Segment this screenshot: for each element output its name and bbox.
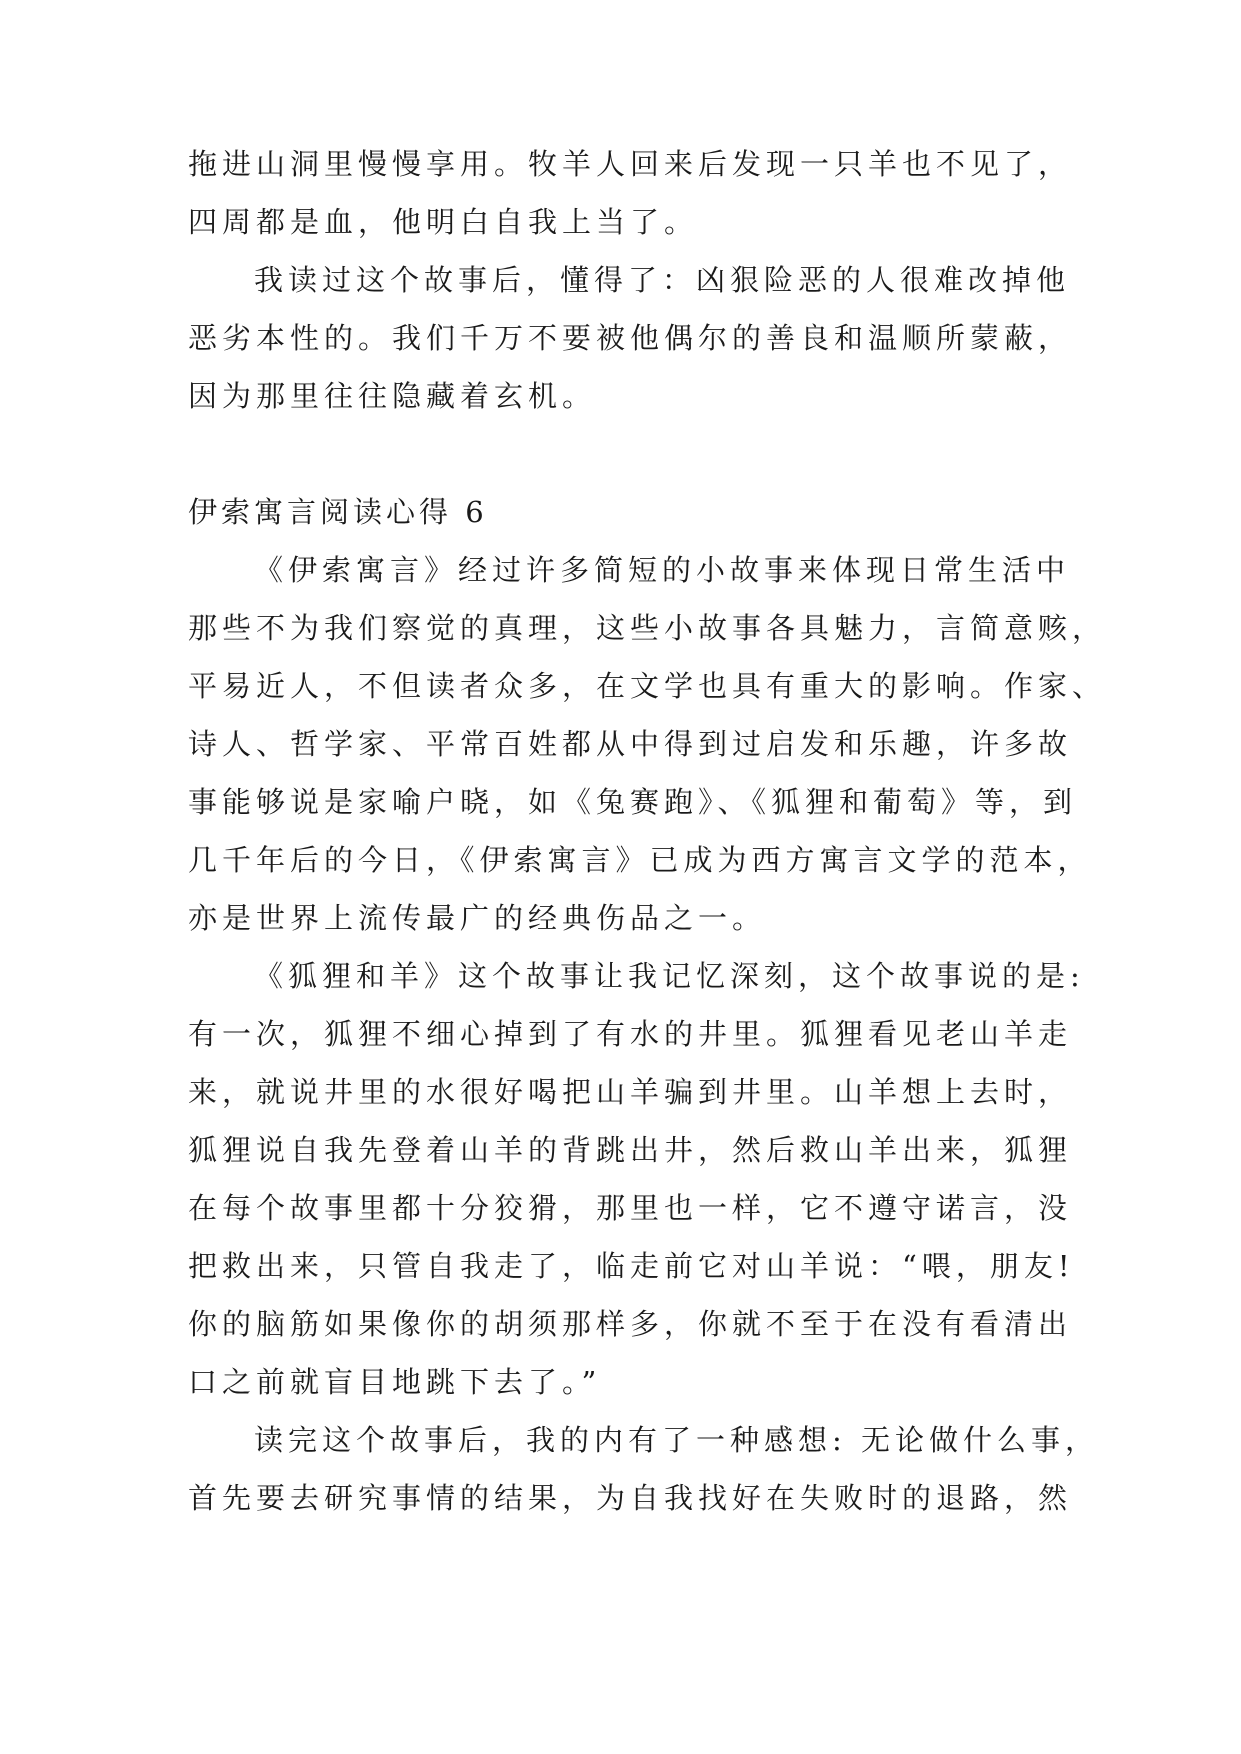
text-line: 口之前就盲目地跳下去了。” (188, 1365, 602, 1399)
text-line: 平易近人，不但读者众多，在文学也具有重大的影响。作家、 (188, 669, 1107, 703)
document-body (188, 135, 1107, 1527)
text-line: 读完这个故事后，我的内有了一种感想: 无论做什么事， (254, 1423, 1099, 1457)
text-line: 《狐狸和羊》这个故事让我记忆深刻，这个故事说的是: (254, 959, 1085, 993)
text-line: 那些不为我们察觉的真理，这些小故事各具魅力，言简意赅， (188, 611, 1107, 645)
text-line: 四周都是血，他明白自我上当了。 (188, 205, 699, 239)
paragraph-4 (188, 947, 1085, 1411)
text-line: 亦是世界上流传最广的经典伤品之一。 (188, 901, 767, 935)
text-line: 我读过这个故事后，懂得了：凶狠险恶的人很难改掉他 (254, 263, 1071, 297)
text-line: 有一次，狐狸不细心掉到了有水的井里。狐狸看见老山羊走 (188, 1017, 1073, 1051)
text-line: 你的脑筋如果像你的胡须那样多，你就不至于在没有看清出 (188, 1307, 1073, 1341)
text-line: 拖进山洞里慢慢享用。牧羊人回来后发现一只羊也不见了， (188, 147, 1073, 181)
text-line: 几千年后的今日，《伊索寓言》已成为西方寓言文学的范本， (188, 843, 1092, 877)
text-line: 首先要去研究事情的结果，为自我找好在失败时的退路，然 (188, 1481, 1073, 1515)
section-title: 伊索寓言阅读心得 6 (188, 495, 488, 529)
text-line: 在每个故事里都十分狡猾，那里也一样，它不遵守诺言，没 (188, 1191, 1073, 1225)
section-spacer (188, 425, 1068, 483)
paragraph-2 (188, 251, 1073, 425)
paragraph-1 (188, 135, 1073, 251)
text-line: 恶劣本性的。我们千万不要被他偶尔的善良和温顺所蒙蔽， (188, 321, 1073, 355)
text-line: 狐狸说自我先登着山羊的背跳出井，然后救山羊出来，狐狸 (188, 1133, 1073, 1167)
text-line: 事能够说是家喻户晓，如《兔赛跑》、《狐狸和葡萄》等，到 (188, 785, 1078, 819)
text-line: 把救出来，只管自我走了，临走前它对山羊说：“喂，朋友! (188, 1249, 1075, 1283)
text-line: 《伊索寓言》经过许多简短的小故事来体现日常生活中 (254, 553, 1071, 587)
paragraph-3 (188, 541, 1107, 947)
text-line: 诗人、哲学家、平常百姓都从中得到过启发和乐趣，许多故 (188, 727, 1073, 761)
text-line: 来，就说井里的水很好喝把山羊骗到井里。山羊想上去时， (188, 1075, 1073, 1109)
paragraph-5 (188, 1411, 1099, 1527)
text-line: 因为那里往往隐藏着玄机。 (188, 379, 597, 413)
